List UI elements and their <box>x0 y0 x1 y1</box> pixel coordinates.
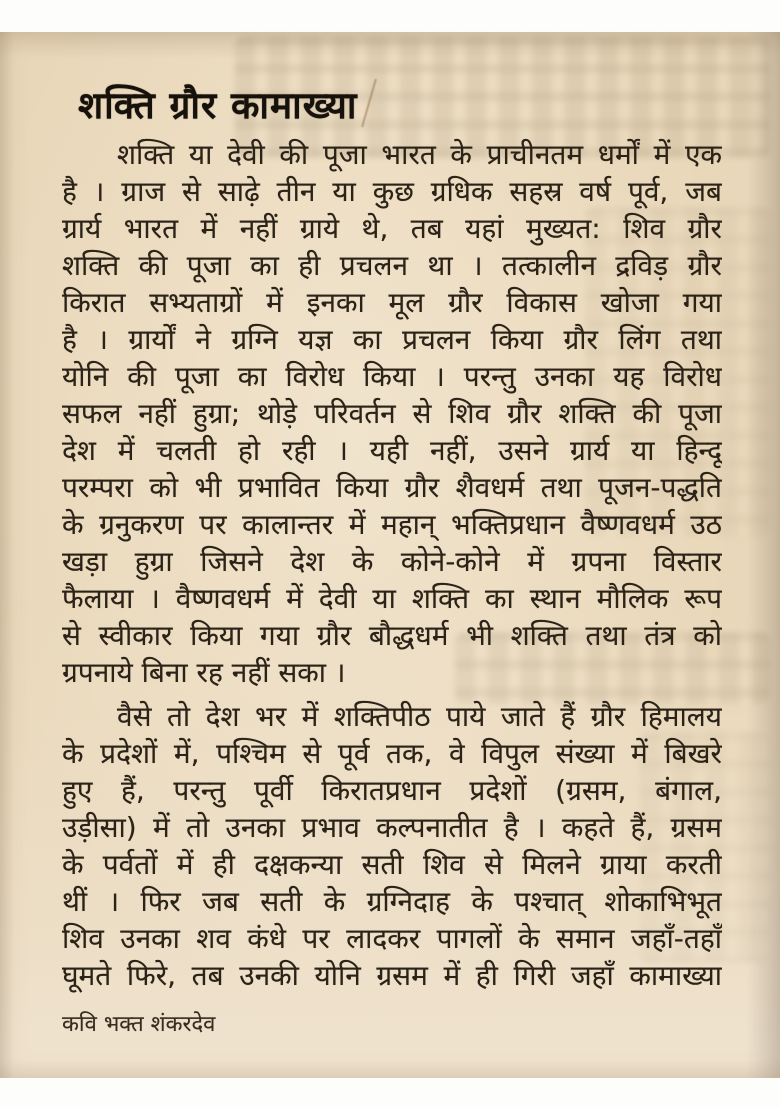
text-line: ग्रपनाये बिना रह नहीं सका । <box>62 656 346 689</box>
text-line: थीं । फिर जब सती के ग्रग्निदाह के पश्चात् शोकाभिभूत <box>62 885 722 918</box>
text-line: देश में चलती हो रही । यही नहीं, उसने ग्रार्य या हिन्दू <box>62 434 722 467</box>
text-line: हुए हैं, परन्तु पूर्वी किरातप्रधान प्रदेशों (ग्रसम, बंगाल, <box>62 774 722 807</box>
text-line: के प्रदेशों में, पश्चिम से पूर्व तक, वे विपुल संख्या में बिखरे <box>62 737 722 770</box>
paragraph-1 <box>62 136 722 691</box>
text-line: शिव उनका शव कंधे पर लादकर पागलों के समान जहाँ-तहाँ <box>62 922 722 955</box>
text-line: है । ग्राज से साढ़े तीन या कुछ ग्रधिक सहस्र वर्ष पूर्व, जब <box>62 175 722 208</box>
text-line: खड़ा हुग्रा जिसने देश के कोने-कोने में ग्रपना विस्तार <box>62 545 722 578</box>
text-line: घूमते फिरे, तब उनकी योनि ग्रसम में ही गिरी जहाँ कामाख्या <box>62 959 722 992</box>
page-title: शक्ति ग्रौर कामाख्या <box>78 84 358 127</box>
page-footer-caption: कवि भक्त शंकरदेव <box>62 1012 216 1037</box>
text-line: उड़ीसा) में तो उनका प्रभाव कल्पनातीत है । कहते हैं, ग्रसम <box>62 811 722 844</box>
text-line: किरात सभ्यताग्रों में इनका मूल ग्रौर विकास खोजा गया <box>62 286 722 319</box>
text-line: वैसे तो देश भर में शक्तिपीठ पाये जाते हैं ग्रौर हिमालय <box>117 700 722 733</box>
text-line: सफल नहीं हुग्रा; थोड़े परिवर्तन से शिव ग्रौर शक्ति की पूजा <box>62 397 722 430</box>
text-line: योनि की पूजा का विरोध किया । परन्तु उनका यह विरोध <box>62 360 722 393</box>
text-line: से स्वीकार किया गया ग्रौर बौद्धधर्म भी शक्ति तथा तंत्र को <box>62 619 722 652</box>
text-line: है । ग्रार्यों ने ग्रग्नि यज्ञ का प्रचलन किया ग्रौर लिंग तथा <box>62 323 722 356</box>
text-line: के पर्वतों में ही दक्षकन्या सती शिव से मिलने ग्राया करती <box>62 848 722 881</box>
text-line: फैलाया । वैष्णवधर्म में देवी या शक्ति का स्थान मौलिक रूप <box>62 582 722 615</box>
text-line: के ग्रनुकरण पर कालान्तर में महान् भक्तिप्रधान वैष्णवधर्म उठ <box>62 508 722 541</box>
text-line: ग्रार्य भारत में नहीं ग्राये थे, तब यहां मुख्यत: शिव ग्रौर <box>62 212 722 245</box>
paragraph-2 <box>62 698 722 994</box>
text-line: शक्ति या देवी की पूजा भारत के प्राचीनतम धर्मों में एक <box>117 138 722 171</box>
text-line: शक्ति की पूजा का ही प्रचलन था । तत्कालीन द्रविड़ ग्रौर <box>62 249 722 282</box>
book-page <box>0 32 780 1078</box>
text-line: परम्परा को भी प्रभावित किया ग्रौर शैवधर्म तथा पूजन-पद्धति <box>62 471 722 504</box>
